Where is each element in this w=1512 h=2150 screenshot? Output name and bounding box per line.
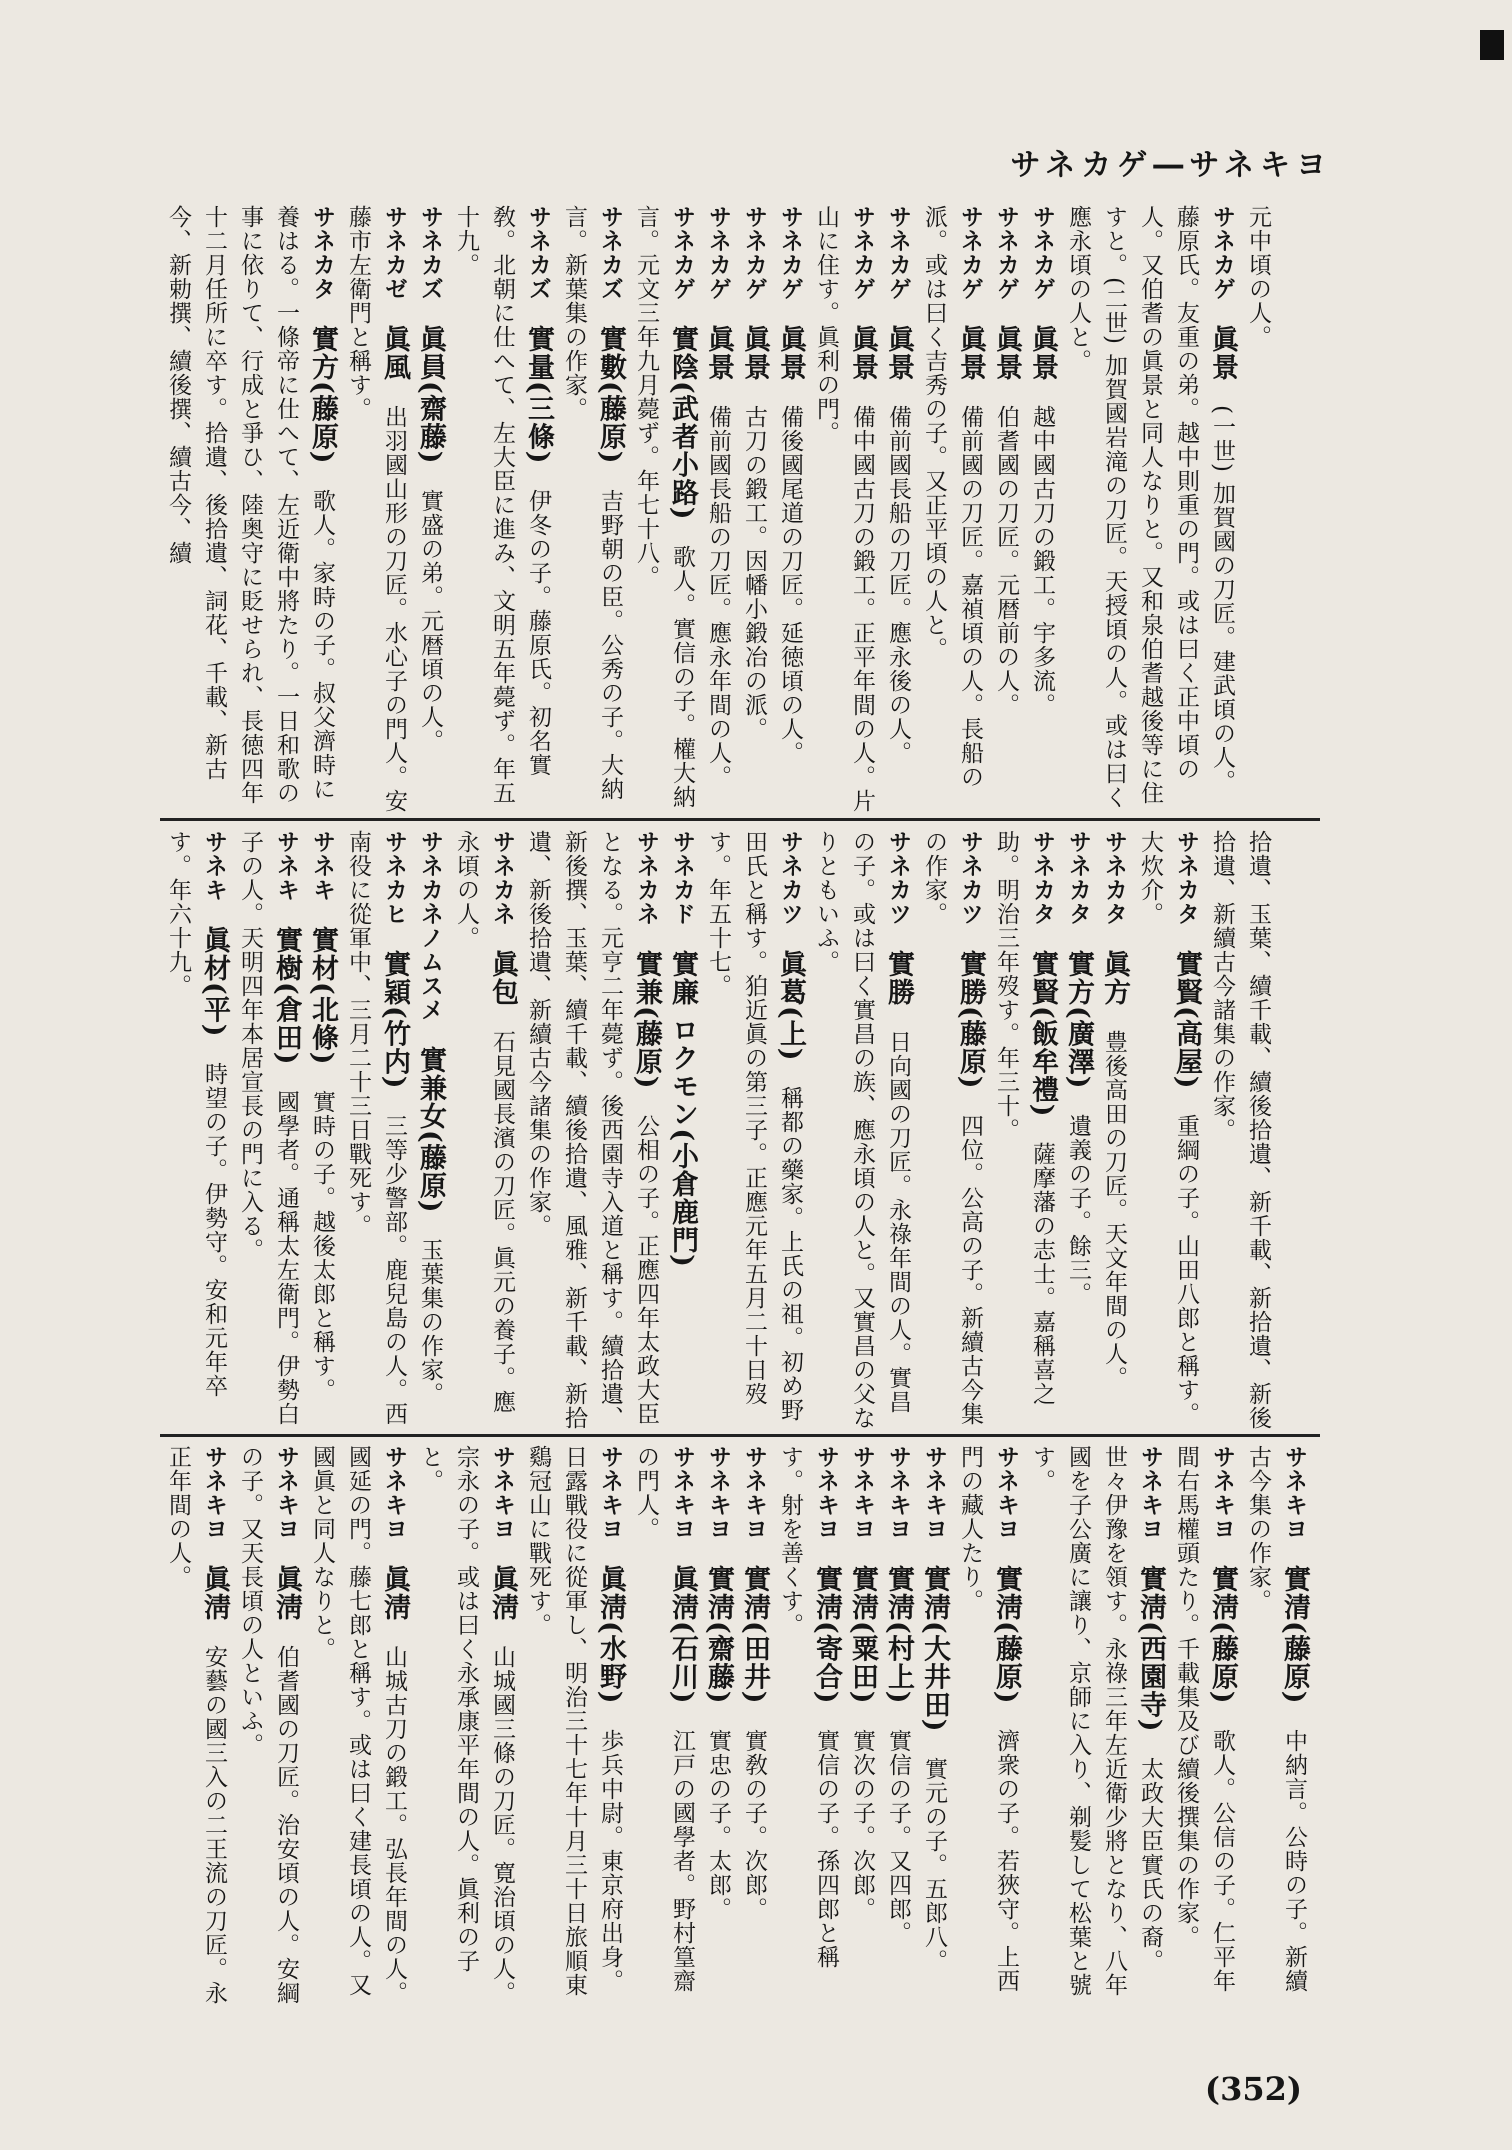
entry-reading: サネキヨ xyxy=(489,1445,515,1565)
entry-description: 豊後高田の刀匠。天文年間の人。 xyxy=(1101,1006,1127,1390)
entry-description: 古刀の鍛工。因幡小鍛冶の派。 xyxy=(741,381,767,741)
entry-reading: サネキヨ xyxy=(993,1445,1019,1565)
entry-headword: 實方(藤原) xyxy=(307,325,338,465)
entry-headword: 實淸(齋藤) xyxy=(703,1565,734,1705)
entry-description: 玉葉集の作家。 xyxy=(417,1213,443,1406)
entry-headword: 眞景 xyxy=(991,325,1022,381)
entry-reading: サネカズ xyxy=(525,205,551,325)
entry-description: 備前國長船の刀匠。應永後の人。 xyxy=(885,381,911,765)
dictionary-entry xyxy=(304,830,340,1430)
tier-top-text xyxy=(160,205,1276,815)
entry-headword: 眞景 xyxy=(1027,325,1058,381)
dictionary-entry xyxy=(1168,1445,1240,2015)
entry-description: 吉野朝の臣。公秀の子。大納言。新葉集の作家。 xyxy=(561,205,623,801)
entry-reading: サネカゲ xyxy=(741,205,767,325)
entry-reading: サネキヨ xyxy=(273,1445,299,1565)
page-number: (352) xyxy=(1204,2070,1302,2108)
dictionary-entry xyxy=(1096,830,1132,1430)
tier-middle-text xyxy=(160,830,1276,1430)
entry-headword: 實淸(藤原) xyxy=(991,1565,1022,1705)
dictionary-entry xyxy=(664,830,700,1430)
entry-reading: サネキヨ xyxy=(849,1445,875,1565)
dictionary-entry xyxy=(412,1445,520,2015)
dictionary-entry xyxy=(1060,205,1240,815)
entry-description: 重綱の子。山田八郎と稱す。大炊介。 xyxy=(1137,830,1199,1426)
entry-continuation: 元中頃の人。 xyxy=(1245,205,1271,349)
dictionary-entry xyxy=(628,205,700,815)
entry-headword: 實淸(村上) xyxy=(883,1565,914,1705)
corner-mark xyxy=(1480,30,1504,60)
entry-reading: サネキヨ xyxy=(597,1445,623,1565)
entry-reading: サネキヨ xyxy=(669,1445,695,1565)
entry-description: 出羽國山形の刀匠。水心子の門人。安藤市左衛門と稱す。 xyxy=(345,205,407,813)
entry-headword: 實淸(粟田) xyxy=(847,1565,878,1705)
dictionary-entry xyxy=(232,1445,304,2015)
entry-headword: 眞景 xyxy=(775,325,806,381)
dictionary-entry xyxy=(556,205,628,815)
entry-headword: 眞淸 xyxy=(271,1565,302,1621)
entry-reading: サネキヨ xyxy=(813,1445,839,1565)
tier-top xyxy=(160,205,1320,815)
entry-reading: サネキヨ xyxy=(705,1445,731,1565)
entry-description: 太政大臣實氏の裔。世々伊豫を領す。永祿三年左近衛少將となり、八年國を子公廣に讓り、京師に入り、剃髪して松葉と號す。 xyxy=(1029,1445,1163,1997)
dictionary-entry xyxy=(1132,830,1204,1430)
entry-reading: サネキヨ xyxy=(1281,1445,1307,1565)
dictionary-entry xyxy=(988,830,1060,1430)
entry-headword: 眞淸 xyxy=(199,1565,230,1621)
dictionary-entry xyxy=(772,1445,844,2015)
entry-headword: 眞景 xyxy=(883,325,914,381)
entry-headword: 眞景 xyxy=(955,325,986,381)
entry-description: 遺義の子。餘三。 xyxy=(1065,1089,1091,1306)
entry-reading: サネキヨ xyxy=(1137,1445,1163,1565)
running-header: サネカゲ―サネキヨ xyxy=(1010,148,1332,183)
tier-divider xyxy=(160,1434,1320,1437)
entry-description: 實時の子。越後太郎と稱す。 xyxy=(309,1065,335,1402)
entry-headword: 眞景 xyxy=(739,325,770,381)
dictionary-entry xyxy=(808,830,916,1430)
dictionary-entry xyxy=(700,1445,736,2015)
entry-description: 實敎の子。次郎。 xyxy=(741,1704,767,1921)
entry-reading: サネキ xyxy=(309,830,335,926)
dictionary-entry xyxy=(916,205,988,815)
entry-description: 備前國長船の刀匠。應永年間の人。 xyxy=(705,381,731,789)
dictionary-entry xyxy=(916,830,988,1430)
entry-headword: 眞景 xyxy=(1207,325,1238,381)
entry-description: 安藝の國三入の二王流の刀匠。永正年間の人。 xyxy=(165,1445,227,2005)
entry-reading: サネカド xyxy=(669,830,695,950)
entry-headword: 實淸(藤原) xyxy=(1207,1565,1238,1705)
dictionary-entry xyxy=(340,830,412,1430)
entry-headword: 實兼(藤原) xyxy=(631,950,662,1090)
dictionary-entry xyxy=(1024,205,1060,815)
entry-reading: サネカゲ xyxy=(957,205,983,325)
entry-reading: サネカヒ xyxy=(381,830,407,950)
entry-description: 實盛の弟。元暦頃の人。 xyxy=(417,464,443,753)
entry-reading: サネカツ xyxy=(777,830,803,950)
entry-reading: サネカタ xyxy=(1065,830,1091,950)
entry-description: 山城國三條の刀匠。寛治頃の人。宗永の子。或は曰く永承康平年間の人。眞利の子と。 xyxy=(417,1445,515,2005)
dictionary-entry xyxy=(412,830,448,1430)
entry-headword: 實樹(倉田) xyxy=(271,926,302,1066)
entry-reading: サネカタ xyxy=(1101,830,1127,950)
entry-headword: 實賢(飯牟禮) xyxy=(1027,950,1058,1118)
entry-headword: 實勝(藤原) xyxy=(955,950,986,1090)
entry-description: 薩摩藩の志士。嘉稱喜之助。明治三年歿す。年三十。 xyxy=(993,830,1055,1406)
entry-description: 三等少警部。鹿兒島の人。西南役に從軍中、三月二十三日戰死す。 xyxy=(345,830,407,1426)
entry-headword: 實清(藤原) xyxy=(1279,1565,1310,1705)
entry-headword: 眞包 xyxy=(487,950,518,1006)
entry-description: (一世) 加賀國の刀匠。建武頃の人。藤原氏。友重の弟。越中則重の門。或は曰く正中頃の人。又伯耆の眞景と同人なりと。又和泉伯耆越後等に住すと。(二世) 加賀國岩滝の刀匠。天授頃の人。或は曰く應永頃の人と。 xyxy=(1065,205,1235,810)
entry-description: 日向國の刀匠。永祿年間の人。實昌の子。或は曰く實昌の族、應永頃の人と。又實昌の父なりともいふ。 xyxy=(813,830,911,1430)
dictionary-entry xyxy=(808,205,880,815)
entry-description: 實次の子。次郎。 xyxy=(849,1704,875,1921)
entry-reading: サネカネ xyxy=(633,830,659,950)
entry-reading: サネカゲ xyxy=(705,205,731,325)
entry-reading: サネカツ xyxy=(885,830,911,950)
entry-headword: 實方(廣澤) xyxy=(1063,950,1094,1090)
entry-headword: 實淸(大井田) xyxy=(919,1565,950,1733)
dictionary-entry xyxy=(952,1445,1024,2015)
dictionary-entry xyxy=(736,1445,772,2015)
dictionary-entry xyxy=(916,1445,952,2015)
entry-description: 伯耆國の刀匠。治安頃の人。安綱の子。又天長頃の人といふ。 xyxy=(237,1445,299,2005)
entry-headword: 眞淸(石川) xyxy=(667,1565,698,1705)
dictionary-entry xyxy=(520,1445,628,2015)
entry-description: 江戸の國學者。野村篁齋の門人。 xyxy=(633,1445,695,1993)
entry-reading: サネカゼ xyxy=(381,205,407,325)
tier-bottom xyxy=(160,1445,1320,2015)
entry-headword: 眞葛(上) xyxy=(775,950,806,1062)
entry-description: 越中國古刀の鍛工。宇多流。 xyxy=(1029,381,1055,717)
dictionary-entry xyxy=(1240,1445,1312,2015)
entry-headword: 眞風 xyxy=(379,325,410,381)
dictionary-entry xyxy=(448,205,556,815)
dictionary-entry xyxy=(304,1445,412,2015)
dictionary-entry xyxy=(880,205,916,815)
entry-reading: サネカタ xyxy=(1029,830,1055,950)
entry-reading: サネカゲ xyxy=(849,205,875,325)
entry-reading: サネカタ xyxy=(309,205,335,325)
entry-reading: サネキ xyxy=(201,830,227,926)
dictionary-entry xyxy=(988,205,1024,815)
entry-description: 實元の子。五郎八。 xyxy=(921,1732,947,1973)
tier-middle xyxy=(160,830,1320,1430)
entry-headword: 實淸(西園寺) xyxy=(1135,1565,1166,1733)
entry-description: 實信の子。又四郎。 xyxy=(885,1704,911,1945)
entry-headword: 眞景 xyxy=(847,325,878,381)
entry-reading: サネカゲ xyxy=(669,205,695,325)
dictionary-entry xyxy=(340,205,412,815)
dictionary-entry xyxy=(700,205,736,815)
entry-reading: サネキヨ xyxy=(921,1445,947,1565)
dictionary-entry xyxy=(844,1445,880,2015)
dictionary-entry xyxy=(736,205,772,815)
entry-description: 歌人。實信の子。權大納言。元文三年九月薨ず。年七十八。 xyxy=(633,205,695,809)
entry-description: 備中國古刀の鍛工。正平年間の人。片山に住す。眞利の門。 xyxy=(813,205,875,813)
entry-headword: 眞淸 xyxy=(487,1565,518,1621)
entry-description: 國學者。通稱太左衛門。伊勢白子の人。天明四年本居宣長の門に入る。 xyxy=(237,830,299,1426)
entry-headword: 實穎(竹内) xyxy=(379,950,410,1090)
entry-description: 稱都の藥家。上氏の祖。初め野田氏と稱す。狛近眞の第三子。正應元年五月二十日歿す。年五十七。 xyxy=(705,830,803,1422)
entry-reading: サネキ xyxy=(273,830,299,926)
entry-description: 公相の子。正應四年太政大臣となる。元亨二年薨ず。後西園寺入道と稱す。續拾遺、新後撰、玉葉、續千載、續後拾遺、風雅、新千載、新拾遺、新後拾遺、新續古今諸集の作家。 xyxy=(525,830,659,1430)
tier-divider xyxy=(160,818,1320,821)
entry-reading: サネカズ xyxy=(597,205,623,325)
entry-reading: サネカズ xyxy=(417,205,443,325)
entry-description: 伯耆國の刀匠。元暦前の人。 xyxy=(993,381,1019,717)
dictionary-entry xyxy=(160,830,232,1430)
dictionary-entry xyxy=(1024,1445,1168,2015)
entry-reading: サネカゲ xyxy=(1029,205,1055,325)
entry-headword: 眞員(齋藤) xyxy=(415,325,446,465)
entry-headword: 眞方 xyxy=(1099,950,1130,1006)
dictionary-entry xyxy=(160,205,340,815)
entry-headword: 實量(三條) xyxy=(523,325,554,465)
entry-reading: サネキヨ xyxy=(885,1445,911,1565)
entry-description: 歌人。家時の子。叔父濟時に養はる。一條帝に仕へて、左近衛中將たり。一日和歌の事に依りて、行成と爭ひ、陸奥守に貶せられ、長徳四年十二月任所に卒す。拾遺、後拾遺、詞花、千載、新古今、新勅撰、續後撰、續古今、續 xyxy=(165,205,335,805)
entry-reading: サネカネノムスメ xyxy=(417,830,443,1046)
entry-headword: 實廉 ロクモン(小倉鹿門) xyxy=(667,950,698,1268)
entry-headword: 實兼女(藤原) xyxy=(415,1046,446,1214)
entry-reading: サネカゲ xyxy=(993,205,1019,325)
entry-reading: サネカゲ xyxy=(1209,205,1235,325)
entry-reading: サネキヨ xyxy=(741,1445,767,1565)
dictionary-entry xyxy=(232,830,304,1430)
entry-headword: 實陰(武者小路) xyxy=(667,325,698,521)
entry-description: 歩兵中尉。東京府出身。日露戰役に從軍し、明治三十七年十月三十日旅順東鷄冠山に戰死す。 xyxy=(525,1445,623,1997)
entry-description: 實忠の子。太郎。 xyxy=(705,1704,731,1921)
entry-headword: 實勝 xyxy=(883,950,914,1006)
dictionary-entry xyxy=(700,830,808,1430)
entry-description: 實信の子。孫四郎と稱す。射を善くす。 xyxy=(777,1445,839,1969)
entry-description: 山城古刀の鍛工。弘長年間の人。國延の門。藤七郎と稱す。或は曰く建長頃の人。又國眞と同人なりと。 xyxy=(309,1445,407,2005)
entry-reading: サネカゲ xyxy=(885,205,911,325)
entry-description: 歌人。公信の子。仁平年間右馬權頭たり。千載集及び續後撰集の作家。 xyxy=(1173,1445,1235,1993)
entry-reading: サネキヨ xyxy=(381,1445,407,1565)
tier-bottom-text xyxy=(160,1445,1312,2015)
dictionary-entry xyxy=(1060,830,1096,1430)
entry-description: 備前國の刀匠。嘉禎頃の人。長船の派。或は曰く吉秀の子。又正平頃の人と。 xyxy=(921,205,983,789)
entry-headword: 實材(北條) xyxy=(307,926,338,1066)
entry-headword: 實數(藤原) xyxy=(595,325,626,465)
entry-headword: 眞淸(水野) xyxy=(595,1565,626,1705)
entry-headword: 眞淸 xyxy=(379,1565,410,1621)
entry-description: 時望の子。伊勢守。安和元年卒す。年六十九。 xyxy=(165,830,227,1398)
entry-reading: サネカネ xyxy=(489,830,515,950)
entry-headword: 眞材(平) xyxy=(199,926,230,1038)
dictionary-entry xyxy=(160,1445,232,2015)
entry-headword: 實賢(高屋) xyxy=(1171,950,1202,1090)
entry-headword: 眞景 xyxy=(703,325,734,381)
entry-description: 伊冬の子。藤原氏。初名實敎。北朝に仕へて、左大臣に進み、文明五年薨ず。年五十九。 xyxy=(453,205,551,805)
entry-headword: 實淸(寄合) xyxy=(811,1565,842,1705)
entry-reading: サネカゲ xyxy=(777,205,803,325)
dictionary-entry xyxy=(412,205,448,815)
dictionary-entry xyxy=(772,205,808,815)
entry-reading: サネカツ xyxy=(957,830,983,950)
entry-description: 備後國尾道の刀匠。延徳頃の人。 xyxy=(777,381,803,765)
dictionary-entry xyxy=(880,1445,916,2015)
dictionary-entry xyxy=(448,830,520,1430)
entry-description: 濟衆の子。若狹守。上西門の藏人たり。 xyxy=(957,1445,1019,1993)
entry-description: 中納言。公時の子。新續古今集の作家。 xyxy=(1245,1445,1307,1993)
dictionary-entry xyxy=(520,830,664,1430)
entry-headword: 實淸(田井) xyxy=(739,1565,770,1705)
entry-reading: サネキヨ xyxy=(201,1445,227,1565)
entry-description: 四位。公高の子。新續古今集の作家。 xyxy=(921,830,983,1426)
entry-continuation: 拾遺、玉葉、續千載、續後拾遺、新千載、新拾遺、新後拾遺、新續古今諸集の作家。 xyxy=(1209,830,1271,1430)
dictionary-entry xyxy=(628,1445,700,2015)
entry-reading: サネキヨ xyxy=(1209,1445,1235,1565)
entry-reading: サネカタ xyxy=(1173,830,1199,950)
entry-description: 石見國長濱の刀匠。眞元の養子。應永頃の人。 xyxy=(453,830,515,1414)
